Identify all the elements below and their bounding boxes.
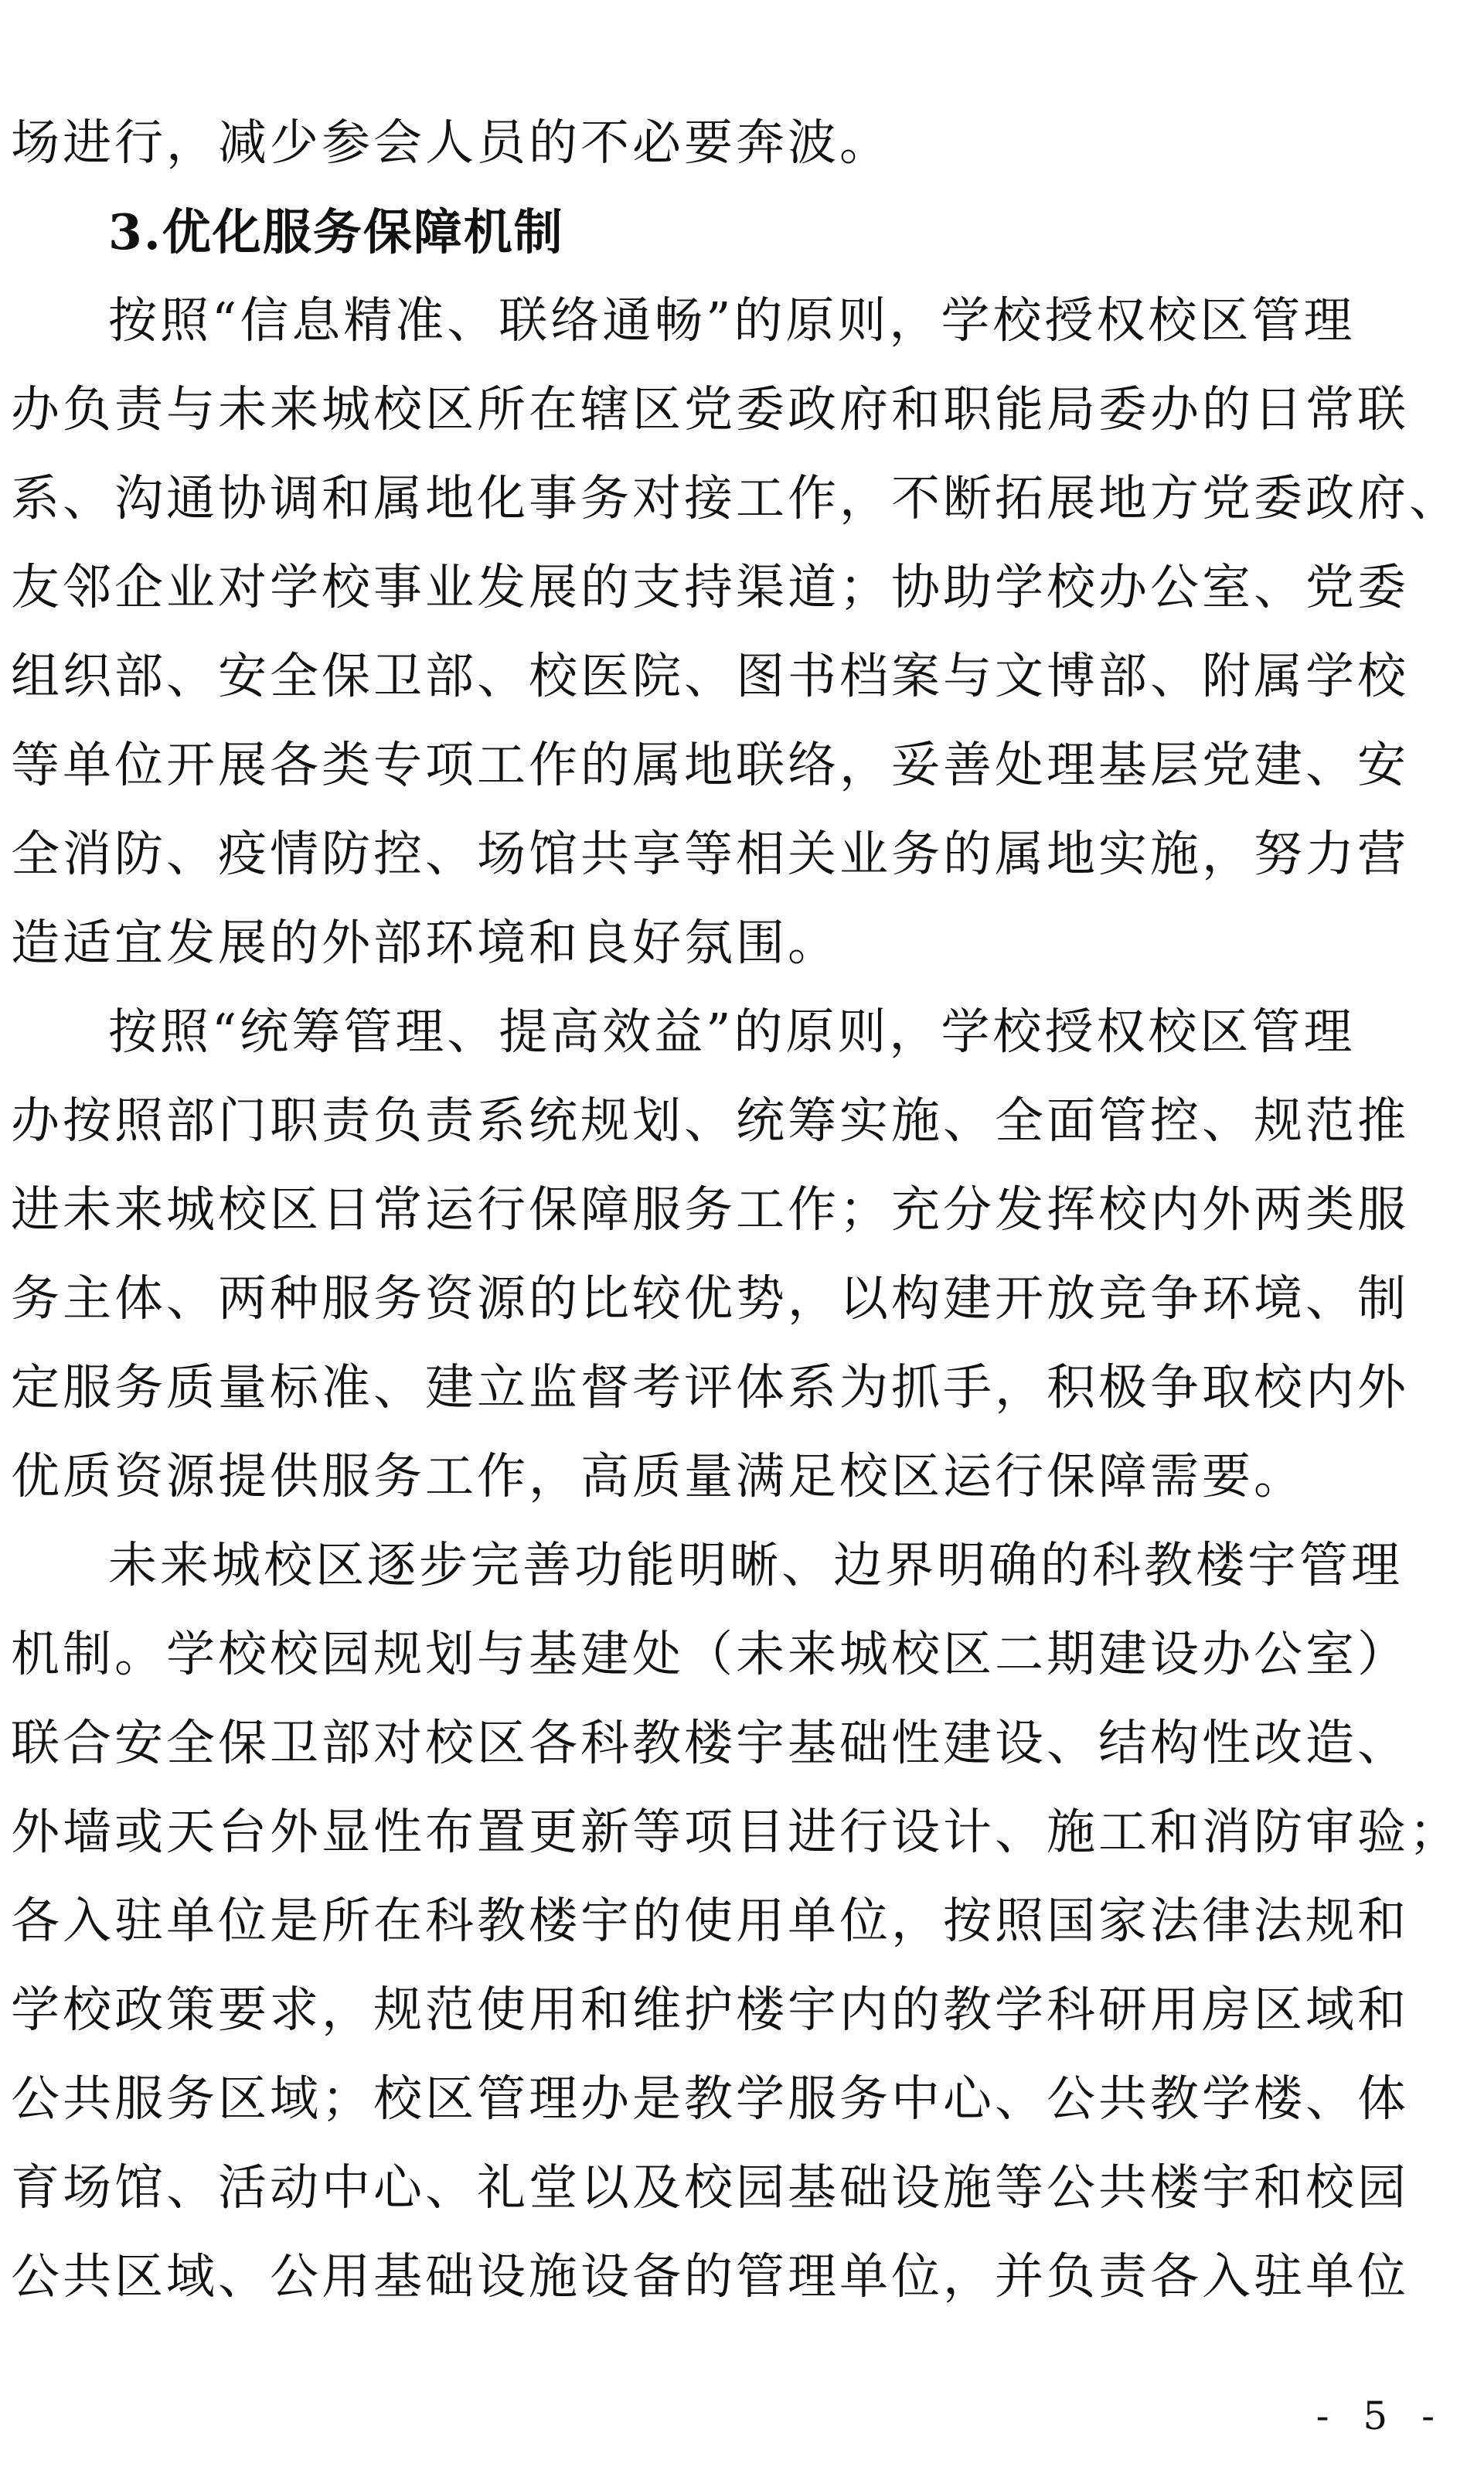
text-line-24: 育场馆、活动中心、礼堂以及校园基础设施等公共楼宇和校园 — [11, 2159, 1409, 2216]
text-line-4: 办负责与未来城校区所在辖区党委政府和职能局委办的日常联 — [11, 381, 1409, 438]
text-line-5: 系、沟通协调和属地化事务对接工作，不断拓展地方党委政府、 — [11, 470, 1461, 526]
text-line-7: 组织部、安全保卫部、校医院、图书档案与文博部、附属学校 — [11, 648, 1409, 704]
text-line-13: 进未来城校区日常运行保障服务工作；充分发挥校内外两类服 — [11, 1181, 1409, 1238]
text-line-15: 定服务质量标准、建立监督考评体系为抓手，积极争取校内外 — [11, 1359, 1409, 1416]
text-line-12: 办按照部门职责负责系统规划、统筹实施、全面管控、规范推 — [11, 1092, 1409, 1149]
text-line-17: 未来城校区逐步完善功能明晰、边界明确的科教楼宇管理 — [108, 1537, 1403, 1593]
text-line-8: 等单位开展各类专项工作的属地联络，妥善处理基层党建、安 — [11, 737, 1409, 793]
text-line-20: 外墙或天台外显性布置更新等项目进行设计、施工和消防审验； — [11, 1804, 1461, 1860]
text-line-22: 学校政策要求，规范使用和维护楼宇内的教学科研用房区域和 — [11, 1981, 1409, 2038]
text-line-21: 各入驻单位是所在科教楼宇的使用单位，按照国家法律法规和 — [11, 1893, 1409, 1949]
text-line-18: 机制。学校校园规划与基建处（未来城校区二期建设办公室） — [11, 1626, 1409, 1682]
text-line-25: 公共区域、公用基础设施设备的管理单位，并负责各入驻单位 — [11, 2248, 1409, 2305]
page-number: - 5 - — [1316, 2394, 1445, 2438]
text-line-3: 按照“信息精准、联络通畅”的原则，学校授权校区管理 — [108, 292, 1356, 349]
text-line-9: 全消防、疫情防控、场馆共享等相关业务的属地实施，努力营 — [11, 826, 1409, 882]
text-line-19: 联合安全保卫部对校区各科教楼宇基础性建设、结构性改造、 — [11, 1715, 1409, 1771]
text-line-16: 优质资源提供服务工作，高质量满足校区运行保障需要。 — [11, 1448, 1305, 1504]
text-line-10: 造适宜发展的外部环境和良好氛围。 — [11, 915, 839, 971]
text-line-23: 公共服务区域；校区管理办是教学服务中心、公共教学楼、体 — [11, 2070, 1409, 2127]
text-line-6: 友邻企业对学校事业发展的支持渠道；协助学校办公室、党委 — [11, 559, 1409, 615]
text-line-14: 务主体、两种服务资源的比较优势，以构建开放竞争环境、制 — [11, 1270, 1409, 1327]
section-heading: 3.优化服务保障机制 — [108, 203, 564, 261]
text-line-11: 按照“统筹管理、提高效益”的原则，学校授权校区管理 — [108, 1003, 1356, 1060]
text-line-1: 场进行，减少参会人员的不必要奔波。 — [11, 114, 891, 171]
